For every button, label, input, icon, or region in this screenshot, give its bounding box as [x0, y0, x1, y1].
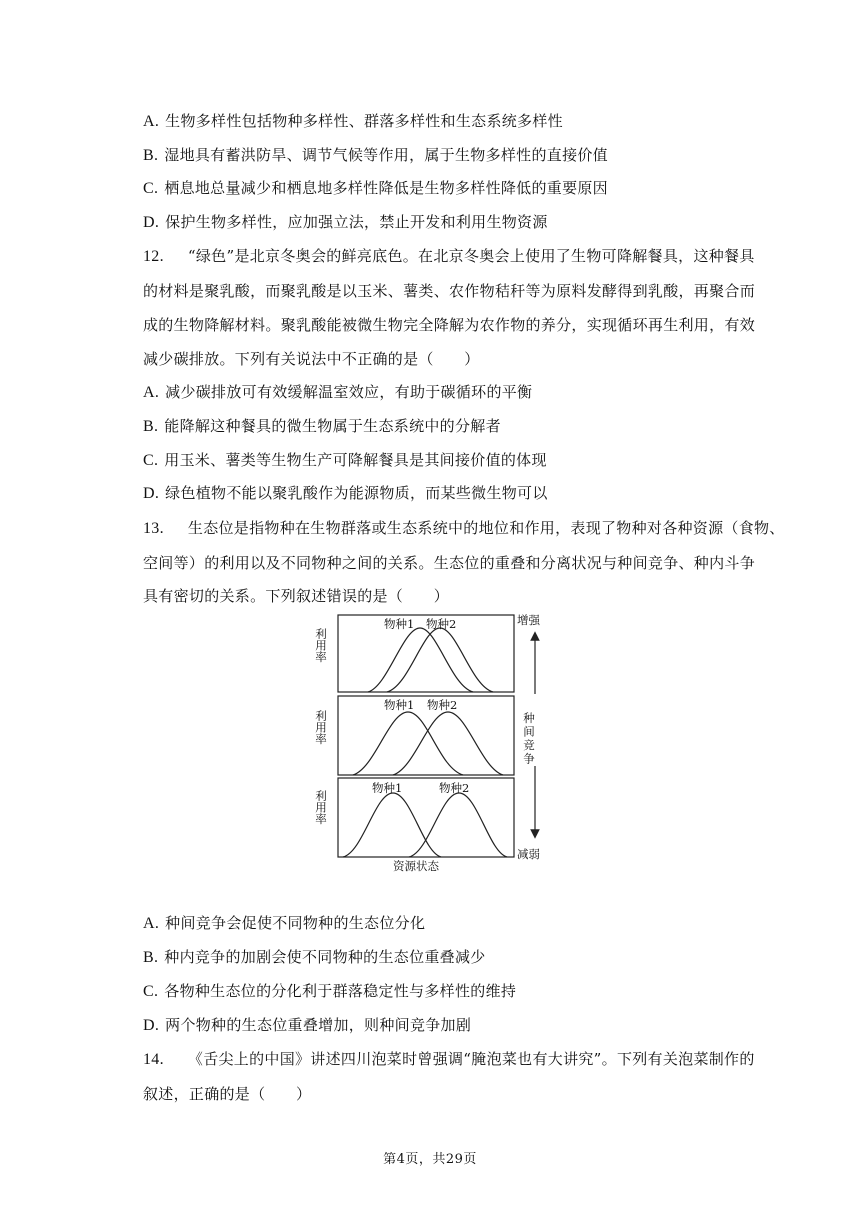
panel-1-curve-species2 — [387, 628, 493, 692]
option-letter: A. — [143, 113, 160, 130]
option-text: 湿地具有蓄洪防旱、调节气候等作用，属于生物多样性的直接价值 — [164, 146, 608, 164]
arrow-bottom-label: 减弱 — [517, 847, 540, 861]
panel-2-curve-species2 — [393, 712, 503, 775]
q14-stem-line-2: 叙述，正确的是（ ） — [143, 1085, 312, 1103]
q12-option-a — [143, 382, 532, 403]
q12-option-c — [143, 450, 547, 471]
option-text: 保护生物多样性，应加强立法，禁止开发和利用生物资源 — [165, 213, 548, 231]
panel-3-frame — [338, 778, 514, 857]
panel-3-ylabel: 利用率 — [314, 790, 328, 825]
question-number: 12. — [143, 248, 164, 265]
stem-text: 《舌尖上的中国》讲述四川泡菜时曾强调“腌泡菜也有大讲究”。下列有关泡菜制作的 — [187, 1050, 755, 1068]
option-letter: D. — [143, 1017, 160, 1034]
option-letter: B. — [143, 949, 159, 966]
panel-2-species1-label: 物种1 — [384, 698, 415, 712]
q12-stem-line-4: 减少碳排放。下列有关说法中不正确的是（ ） — [143, 350, 480, 368]
option-text: 各物种生态位的分化利于群落稳定性与多样性的维持 — [164, 982, 517, 1000]
panel-2-curve-species1 — [353, 712, 463, 775]
q11-option-b — [143, 145, 608, 166]
option-text: 用玉米、薯类等生物生产可降解餐具是其间接价值的体现 — [164, 451, 547, 469]
panel-1-species1-label: 物种1 — [384, 617, 415, 631]
q11-option-d — [143, 212, 548, 233]
q13-option-a — [143, 913, 425, 934]
panel-2-species2-label: 物种2 — [427, 698, 458, 712]
niche-figure — [305, 606, 555, 874]
option-text: 栖息地总量减少和栖息地多样性降低是生物多样性降低的重要原因 — [164, 179, 608, 197]
panel-2-ylabel: 利用率 — [314, 710, 328, 745]
arrow-top-label: 增强 — [517, 613, 540, 627]
q13-stem-line-3: 具有密切的关系。下列叙述错误的是（ ） — [143, 587, 450, 605]
option-text: 生物多样性包括物种多样性、群落多样性和生态系统多样性 — [165, 112, 563, 130]
panel-3-curve-species1 — [343, 793, 441, 857]
q12-stem-line-2: 的材料是聚乳酸，而聚乳酸是以玉米、薯类、农作物秸秆等为原料发酵得到乳酸，再聚合而 — [143, 282, 756, 300]
q12-stem-line-3: 成的生物降解材料。聚乳酸能被微生物完全降解为农作物的养分，实现循环再生利用，有效 — [143, 316, 756, 334]
option-letter: A. — [143, 384, 160, 401]
option-letter: A. — [143, 915, 160, 932]
option-letter: C. — [143, 180, 159, 197]
option-text: 能降解这种餐具的微生物属于生态系统中的分解者 — [164, 417, 501, 435]
option-letter: B. — [143, 147, 159, 164]
question-number: 13. — [143, 520, 164, 537]
panel-1-species2-label: 物种2 — [426, 617, 457, 631]
page-footer: 第4页，共29页 — [383, 1152, 477, 1167]
option-text: 两个物种的生态位重叠增加，则种间竞争加剧 — [165, 1016, 472, 1034]
q13-option-b — [143, 947, 486, 968]
option-text: 绿色植物不能以聚乳酸作为能源物质，而某些微生物可以 — [165, 484, 548, 502]
panel-3-species1-label: 物种1 — [372, 781, 403, 795]
option-text: 种间竞争会促使不同物种的生态位分化 — [165, 914, 426, 932]
q12-option-d — [143, 483, 548, 504]
q12-stem-line-1 — [143, 246, 755, 267]
q12-option-b — [143, 416, 501, 437]
option-letter: D. — [143, 485, 160, 502]
option-text: 种内竞争的加剧会使不同物种的生态位重叠减少 — [164, 948, 486, 966]
arrow-middle-label: 种间竞争 — [522, 712, 536, 766]
q13-option-c — [143, 981, 516, 1002]
panel-2-frame — [338, 696, 514, 775]
panel-1-curve-species1 — [368, 628, 473, 692]
option-text: 减少碳排放可有效缓解温室效应，有助于碳循环的平衡 — [165, 383, 533, 401]
q13-stem-line-1 — [143, 518, 785, 539]
q11-option-c — [143, 178, 608, 199]
option-letter: B. — [143, 418, 159, 435]
xlabel: 资源状态 — [393, 859, 439, 873]
stem-text: 生态位是指物种在生物群落或生态系统中的地位和作用，表现了物种对各种资源（食物、 — [187, 519, 785, 537]
niche-diagram — [305, 606, 555, 874]
option-letter: D. — [143, 214, 160, 231]
panel-3-species2-label: 物种2 — [439, 781, 470, 795]
q13-option-d — [143, 1015, 471, 1036]
option-letter: C. — [143, 983, 159, 1000]
q11-option-a — [143, 111, 563, 132]
panel-1-ylabel: 利用率 — [314, 628, 328, 663]
q14-stem-line-1 — [143, 1049, 755, 1070]
panel-3-curve-species2 — [409, 793, 507, 857]
question-number: 14. — [143, 1051, 164, 1068]
option-letter: C. — [143, 452, 159, 469]
stem-text: “绿色”是北京冬奥会的鲜亮底色。在北京冬奥会上使用了生物可降解餐具，这种餐具 — [187, 247, 755, 265]
q13-stem-line-2: 空间等）的利用以及不同物种之间的关系。生态位的重叠和分离状况与种间竞争、种内斗争 — [143, 554, 756, 572]
